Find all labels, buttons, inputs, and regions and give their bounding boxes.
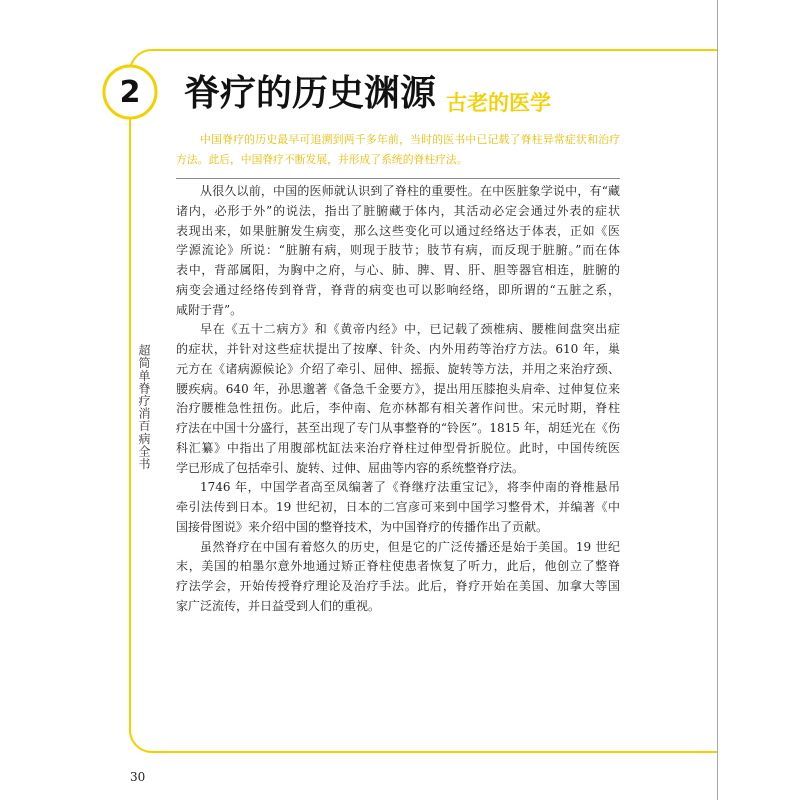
- body-text-line: 的症状，并针对这些症状提出了按摩、针灸、内外用药等治疗方法。610 年，巢: [176, 342, 620, 356]
- paragraph: [176, 478, 620, 537]
- page-subtitle: 古老的医学: [446, 91, 551, 115]
- intro-line: 方法。此后，中国脊疗不断发展，并形成了系统的脊柱疗法。: [176, 153, 468, 166]
- chapter-number: 2: [119, 74, 141, 110]
- body-text-line: 虽然脊疗在中国有着悠久的历史，但是它的广泛传播还是始于美国。19 世纪: [200, 539, 620, 554]
- body-text-line: 疗法在中国十分盛行，甚至出现了专门从事整脊的“铃医”。1815 年，胡廷光在《伤: [176, 421, 620, 435]
- intro-line: 中国脊疗的历史最早可追溯到两千多年前，当时的医书中已记载了脊柱异常症状和治疗: [200, 133, 620, 146]
- body-text-line: 家广泛流传，并日益受到人们的重视。: [176, 598, 381, 613]
- intro-summary: [176, 130, 620, 170]
- body-text-line: 病变会通过经络传到脊背，脊背的病变也可以影响经络，即所谓的“五脏之系，: [176, 282, 620, 297]
- section-divider: [176, 178, 620, 179]
- body-text-line: 咸附于背”。: [176, 302, 243, 317]
- body-text-line: 末，美国的柏墨尔意外地通过矫正脊柱使患者恢复了听力，此后，他创立了整脊: [176, 559, 620, 574]
- body-text-line: 治疗腰椎急性扭伤。此后，李仲南、危亦林都有相关著作问世。宋元时期，脊柱: [176, 401, 620, 416]
- page-title: 脊疗的历史渊源: [184, 73, 437, 114]
- paragraph: [176, 538, 620, 617]
- body-text-line: 学源流论》所说：“脏腑有病，则现于肢节；肢节有病，而反现于脏腑。”而在体: [176, 243, 620, 258]
- body-text-line: 诸内，必形于外”的说法，指出了脏腑藏于体内，其活动必定会通过外表的症状: [176, 203, 620, 218]
- paragraph: [176, 182, 620, 320]
- body-text-line: 元方在《诸病源候论》介绍了牵引、屈伸、摇振、旋转等方法，并用之来治疗颈、: [176, 361, 620, 376]
- body-text: [176, 182, 620, 617]
- body-text-line: 国接骨图说》来介绍中国的整脊技术，为中国脊疗的传播作出了贡献。: [176, 519, 549, 534]
- body-text-line: 表现出来，如果脏腑发生病变，那么这些变化可以通过经络达于体表，正如《医: [176, 223, 620, 238]
- paragraph: [176, 320, 620, 478]
- body-text-line: 1746 年，中国学者高至凤编著了《脊继疗法重宝记》，将李仲南的脊椎悬吊: [200, 480, 620, 495]
- body-text-line: 腰疾病。640 年，孙思邈著《备急千金要方》，提出用压膝抱头肩牵、过伸复位来: [176, 381, 620, 396]
- body-text-line: 学已形成了包括牵引、旋转、过伸、屈曲等内容的系统整脊疗法。: [176, 460, 525, 475]
- body-text-line: 表中，背部属阳，为胸中之府，与心、肺、脾、胃、肝、胆等器官相连，脏腑的: [176, 263, 620, 277]
- body-text-line: 从很久以前，中国的医师就认识到了脊柱的重要性。在中医脏象学说中，有“藏: [200, 184, 620, 198]
- body-text-line: 科汇纂》中指出了用腹部枕缸法来治疗脊柱过伸型骨折脱位。此时，中国传统医: [176, 440, 620, 455]
- body-text-line: 牵引法传到日本。19 世纪初，日本的二宫彦可来到中国学习整骨术，并编著《中: [176, 500, 620, 514]
- running-book-title: 超简单脊疗消百病全书: [137, 344, 151, 470]
- page-number: 30: [130, 770, 146, 784]
- body-text-line: 早在《五十二病方》和《黄帝内经》中，已记载了颈椎病、腰椎间盘突出症: [200, 322, 620, 337]
- body-text-line: 疗法学会，开始传授脊疗理论及治疗手法。此后，脊疗开始在美国、加拿大等国: [176, 579, 620, 593]
